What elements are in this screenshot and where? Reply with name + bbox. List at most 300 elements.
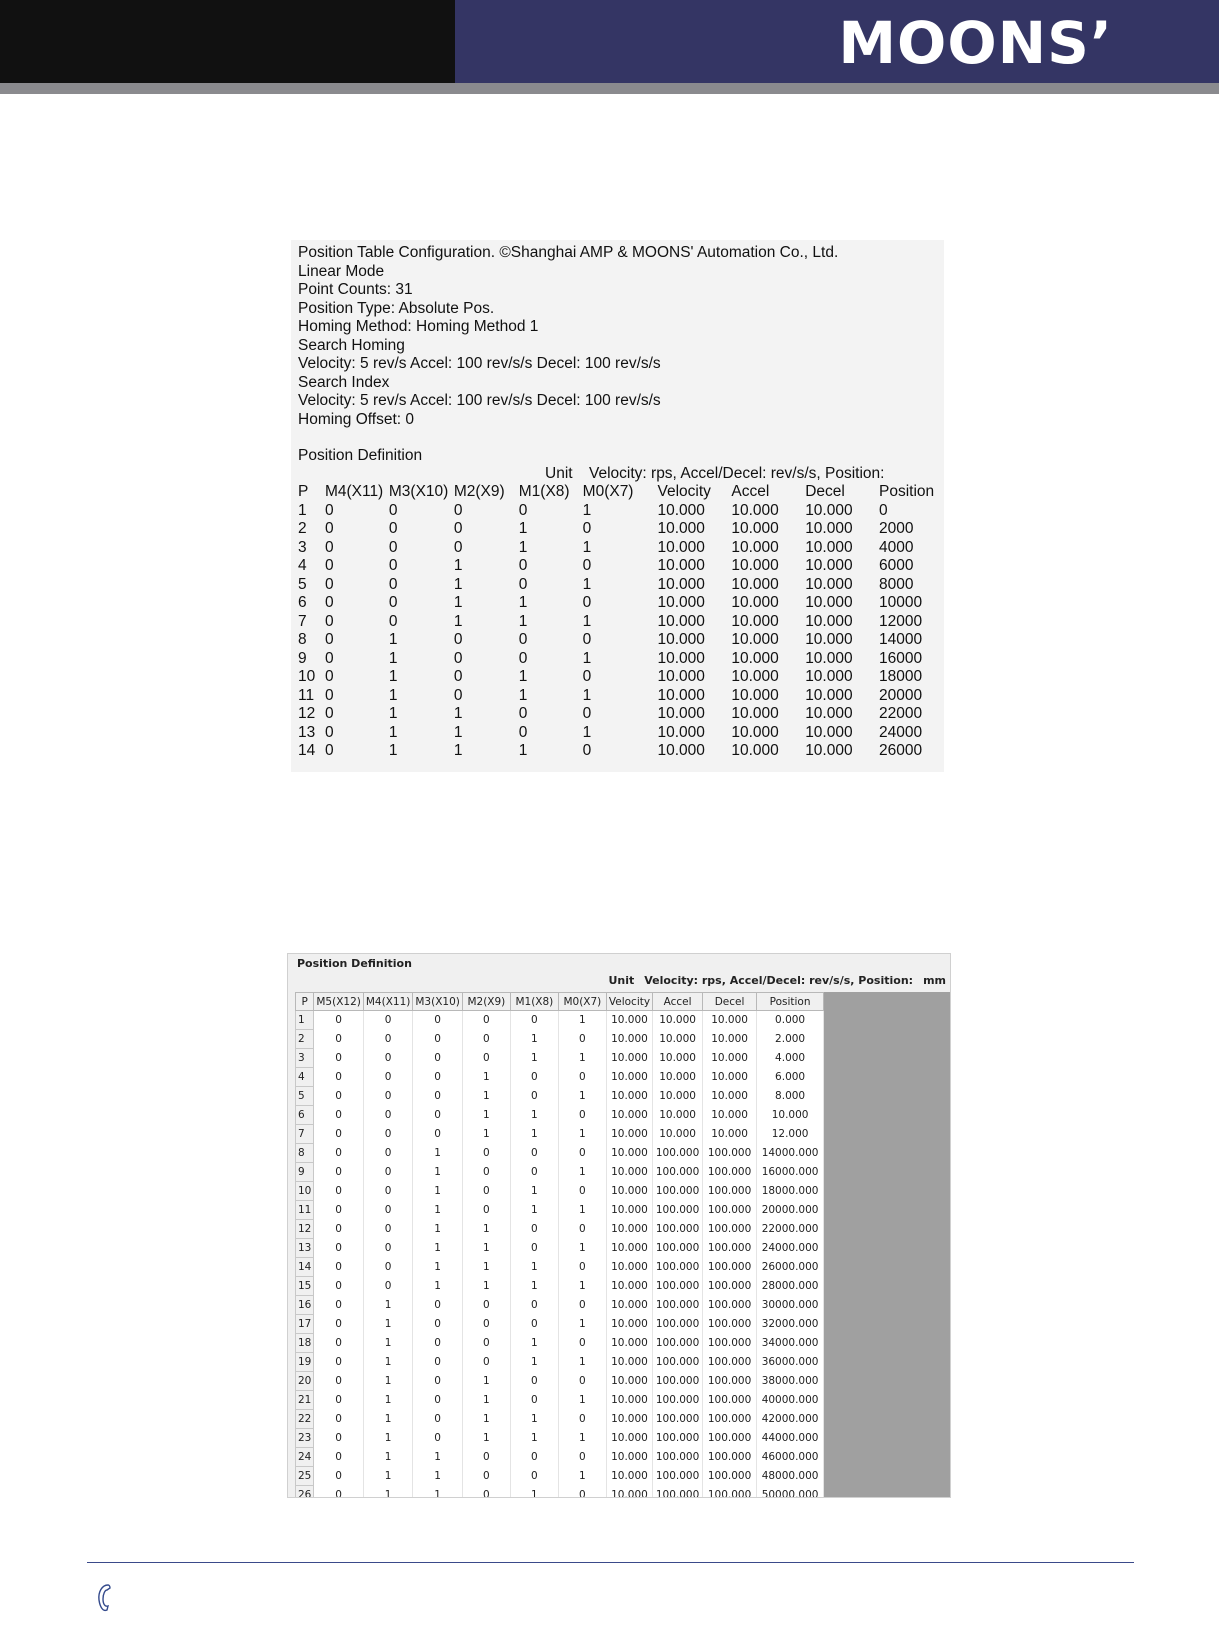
grid-cell[interactable]: 0 [363, 1068, 413, 1087]
grid-row[interactable] [296, 1467, 824, 1486]
grid-cell[interactable]: 100.000 [653, 1296, 703, 1315]
grid-cell[interactable]: 0 [510, 1296, 558, 1315]
grid-cell[interactable]: 24000.000 [757, 1239, 824, 1258]
column-header[interactable]: M2(X9) [462, 993, 510, 1011]
grid-cell[interactable]: 1 [558, 1429, 606, 1448]
grid-row[interactable] [296, 1391, 824, 1410]
grid-cell[interactable]: 1 [413, 1220, 463, 1239]
grid-cell[interactable]: 0 [363, 1163, 413, 1182]
grid-row[interactable] [296, 1068, 824, 1087]
grid-cell[interactable]: 1 [413, 1201, 463, 1220]
grid-cell[interactable]: 10.000 [606, 1011, 652, 1030]
grid-cell[interactable]: 0 [363, 1277, 413, 1296]
grid-cell[interactable]: 0 [413, 1296, 463, 1315]
grid-cell[interactable]: 0 [510, 1315, 558, 1334]
grid-cell[interactable]: 1 [363, 1372, 413, 1391]
grid-cell[interactable]: 1 [510, 1125, 558, 1144]
grid-cell[interactable]: 0 [462, 1163, 510, 1182]
grid-cell[interactable]: 0 [510, 1239, 558, 1258]
grid-cell[interactable]: 0 [462, 1182, 510, 1201]
grid-cell[interactable]: 0 [510, 1467, 558, 1486]
grid-row[interactable] [296, 1220, 824, 1239]
row-number[interactable]: 3 [296, 1049, 314, 1068]
grid-cell[interactable]: 10.000 [606, 1429, 652, 1448]
grid-cell[interactable]: 0 [510, 1448, 558, 1467]
grid-cell[interactable]: 1 [462, 1277, 510, 1296]
row-number[interactable]: 5 [296, 1087, 314, 1106]
grid-cell[interactable]: 0 [314, 1353, 364, 1372]
grid-cell[interactable]: 10.000 [606, 1201, 652, 1220]
grid-cell[interactable]: 1 [462, 1087, 510, 1106]
grid-cell[interactable]: 10.000 [606, 1163, 652, 1182]
grid-cell[interactable]: 100.000 [653, 1334, 703, 1353]
grid-cell[interactable]: 0 [462, 1353, 510, 1372]
grid-cell[interactable]: 100.000 [653, 1410, 703, 1429]
grid-cell[interactable]: 1 [510, 1277, 558, 1296]
grid-cell[interactable]: 10.000 [703, 1106, 757, 1125]
column-header[interactable]: Position [757, 993, 824, 1011]
grid-cell[interactable]: 0 [314, 1296, 364, 1315]
grid-cell[interactable]: 100.000 [703, 1239, 757, 1258]
grid-cell[interactable]: 10.000 [606, 1334, 652, 1353]
grid-cell[interactable]: 100.000 [653, 1201, 703, 1220]
grid-cell[interactable]: 100.000 [703, 1467, 757, 1486]
grid-cell[interactable]: 0 [413, 1049, 463, 1068]
grid-cell[interactable]: 0 [413, 1125, 463, 1144]
grid-cell[interactable]: 38000.000 [757, 1372, 824, 1391]
column-header[interactable]: M1(X8) [510, 993, 558, 1011]
grid-cell[interactable]: 10.000 [606, 1106, 652, 1125]
grid-cell[interactable]: 0 [558, 1106, 606, 1125]
grid-cell[interactable]: 0 [363, 1239, 413, 1258]
grid-cell[interactable]: 10.000 [606, 1467, 652, 1486]
grid-cell[interactable]: 0 [462, 1030, 510, 1049]
grid-cell[interactable]: 100.000 [703, 1182, 757, 1201]
grid-cell[interactable]: 8.000 [757, 1087, 824, 1106]
row-number[interactable]: 9 [296, 1163, 314, 1182]
grid-cell[interactable]: 1 [363, 1410, 413, 1429]
grid-cell[interactable]: 22000.000 [757, 1220, 824, 1239]
grid-cell[interactable]: 0 [413, 1429, 463, 1448]
grid-cell[interactable]: 6.000 [757, 1068, 824, 1087]
grid-cell[interactable]: 10.000 [653, 1106, 703, 1125]
grid-cell[interactable]: 0 [558, 1068, 606, 1087]
grid-cell[interactable]: 46000.000 [757, 1448, 824, 1467]
grid-cell[interactable]: 1 [363, 1429, 413, 1448]
grid-cell[interactable]: 10.000 [606, 1486, 652, 1499]
grid-cell[interactable]: 0 [413, 1315, 463, 1334]
grid-row[interactable] [296, 1315, 824, 1334]
grid-cell[interactable]: 10.000 [703, 1125, 757, 1144]
grid-cell[interactable]: 10.000 [606, 1277, 652, 1296]
grid-cell[interactable]: 1 [462, 1391, 510, 1410]
grid-cell[interactable]: 1 [413, 1163, 463, 1182]
grid-cell[interactable]: 1 [510, 1353, 558, 1372]
grid-cell[interactable]: 1 [413, 1144, 463, 1163]
grid-cell[interactable]: 1 [558, 1277, 606, 1296]
grid-cell[interactable]: 14000.000 [757, 1144, 824, 1163]
grid-cell[interactable]: 0 [413, 1106, 463, 1125]
grid-cell[interactable]: 100.000 [653, 1315, 703, 1334]
grid-cell[interactable]: 1 [462, 1220, 510, 1239]
grid-cell[interactable]: 100.000 [703, 1277, 757, 1296]
grid-cell[interactable]: 0 [363, 1182, 413, 1201]
row-number[interactable]: 8 [296, 1144, 314, 1163]
grid-cell[interactable]: 0 [462, 1315, 510, 1334]
grid-cell[interactable]: 0 [314, 1334, 364, 1353]
grid-cell[interactable]: 0 [314, 1467, 364, 1486]
grid-cell[interactable]: 1 [413, 1467, 463, 1486]
grid-cell[interactable]: 1 [413, 1239, 463, 1258]
grid-cell[interactable]: 0 [462, 1486, 510, 1499]
grid-row[interactable] [296, 1258, 824, 1277]
grid-cell[interactable]: 10.000 [606, 1220, 652, 1239]
grid-cell[interactable]: 100.000 [703, 1410, 757, 1429]
grid-cell[interactable]: 0 [314, 1030, 364, 1049]
grid-cell[interactable]: 1 [462, 1239, 510, 1258]
grid-cell[interactable]: 0 [413, 1011, 463, 1030]
grid-cell[interactable]: 0 [363, 1144, 413, 1163]
grid-cell[interactable]: 0 [413, 1372, 463, 1391]
grid-cell[interactable]: 0 [363, 1258, 413, 1277]
grid-cell[interactable]: 0 [314, 1448, 364, 1467]
grid-cell[interactable]: 1 [462, 1068, 510, 1087]
grid-cell[interactable]: 0 [363, 1030, 413, 1049]
grid-cell[interactable]: 0 [413, 1410, 463, 1429]
grid-cell[interactable]: 1 [462, 1372, 510, 1391]
grid-cell[interactable]: 1 [462, 1106, 510, 1125]
column-header[interactable]: M4(X11) [363, 993, 413, 1011]
grid-cell[interactable]: 1 [462, 1258, 510, 1277]
grid-cell[interactable]: 10.000 [703, 1049, 757, 1068]
grid-cell[interactable]: 0 [314, 1486, 364, 1499]
grid-cell[interactable]: 100.000 [653, 1239, 703, 1258]
grid-row[interactable] [296, 1334, 824, 1353]
grid-cell[interactable]: 10.000 [606, 1144, 652, 1163]
grid-cell[interactable]: 1 [558, 1163, 606, 1182]
grid-cell[interactable]: 10.000 [757, 1106, 824, 1125]
grid-cell[interactable]: 0 [314, 1258, 364, 1277]
grid-cell[interactable]: 0 [314, 1049, 364, 1068]
grid-cell[interactable]: 100.000 [653, 1448, 703, 1467]
grid-cell[interactable]: 16000.000 [757, 1163, 824, 1182]
grid-cell[interactable]: 4.000 [757, 1049, 824, 1068]
grid-cell[interactable]: 0 [363, 1011, 413, 1030]
grid-cell[interactable]: 10.000 [653, 1011, 703, 1030]
grid-cell[interactable]: 0 [462, 1011, 510, 1030]
grid-cell[interactable]: 1 [510, 1410, 558, 1429]
grid-cell[interactable]: 0 [314, 1239, 364, 1258]
grid-cell[interactable]: 10.000 [606, 1296, 652, 1315]
grid-cell[interactable]: 1 [413, 1448, 463, 1467]
row-number[interactable]: 18 [296, 1334, 314, 1353]
grid-cell[interactable]: 10.000 [606, 1239, 652, 1258]
grid-cell[interactable]: 100.000 [703, 1429, 757, 1448]
row-number[interactable]: 20 [296, 1372, 314, 1391]
grid-cell[interactable]: 10.000 [703, 1068, 757, 1087]
grid-cell[interactable]: 100.000 [703, 1163, 757, 1182]
grid-cell[interactable]: 50000.000 [757, 1486, 824, 1499]
grid-cell[interactable]: 0 [314, 1220, 364, 1239]
grid-row[interactable] [296, 1049, 824, 1068]
grid-cell[interactable]: 10.000 [703, 1030, 757, 1049]
grid-cell[interactable]: 0 [558, 1258, 606, 1277]
grid-row[interactable] [296, 1353, 824, 1372]
grid-cell[interactable]: 0 [558, 1448, 606, 1467]
column-header[interactable]: Accel [653, 993, 703, 1011]
row-number[interactable]: 11 [296, 1201, 314, 1220]
grid-cell[interactable]: 100.000 [703, 1144, 757, 1163]
grid-cell[interactable]: 0 [314, 1391, 364, 1410]
grid-cell[interactable]: 1 [363, 1334, 413, 1353]
grid-cell[interactable]: 10.000 [606, 1125, 652, 1144]
grid-cell[interactable]: 44000.000 [757, 1429, 824, 1448]
grid-cell[interactable]: 1 [462, 1410, 510, 1429]
row-number[interactable]: 4 [296, 1068, 314, 1087]
grid-cell[interactable]: 10.000 [653, 1049, 703, 1068]
grid-cell[interactable]: 100.000 [653, 1144, 703, 1163]
grid-cell[interactable]: 100.000 [703, 1372, 757, 1391]
grid-cell[interactable]: 1 [363, 1315, 413, 1334]
grid-row[interactable] [296, 1448, 824, 1467]
grid-cell[interactable]: 100.000 [703, 1353, 757, 1372]
grid-cell[interactable]: 0 [314, 1106, 364, 1125]
grid-cell[interactable]: 0 [510, 1163, 558, 1182]
grid-row[interactable] [296, 1296, 824, 1315]
grid-cell[interactable]: 100.000 [653, 1258, 703, 1277]
row-number[interactable]: 6 [296, 1106, 314, 1125]
grid-cell[interactable]: 0 [510, 1144, 558, 1163]
row-number[interactable]: 25 [296, 1467, 314, 1486]
grid-cell[interactable]: 1 [363, 1467, 413, 1486]
grid-cell[interactable]: 1 [462, 1429, 510, 1448]
grid-cell[interactable]: 100.000 [653, 1353, 703, 1372]
grid-cell[interactable]: 100.000 [653, 1467, 703, 1486]
grid-cell[interactable]: 0 [314, 1068, 364, 1087]
grid-cell[interactable]: 10.000 [606, 1068, 652, 1087]
grid-cell[interactable]: 1 [558, 1353, 606, 1372]
grid-cell[interactable]: 0 [314, 1201, 364, 1220]
grid-cell[interactable]: 1 [363, 1486, 413, 1499]
grid-cell[interactable]: 100.000 [703, 1315, 757, 1334]
column-header[interactable]: P [296, 993, 314, 1011]
grid-cell[interactable]: 0 [363, 1049, 413, 1068]
grid-cell[interactable]: 1 [363, 1448, 413, 1467]
grid-cell[interactable]: 0 [558, 1410, 606, 1429]
row-number[interactable]: 2 [296, 1030, 314, 1049]
column-header[interactable]: M5(X12) [314, 993, 364, 1011]
grid-row[interactable] [296, 1163, 824, 1182]
grid-cell[interactable]: 0.000 [757, 1011, 824, 1030]
grid-cell[interactable]: 0 [314, 1125, 364, 1144]
grid-cell[interactable]: 0 [558, 1030, 606, 1049]
grid-cell[interactable]: 0 [558, 1220, 606, 1239]
grid-cell[interactable]: 0 [413, 1030, 463, 1049]
grid-cell[interactable]: 100.000 [653, 1429, 703, 1448]
grid-cell[interactable]: 10.000 [653, 1087, 703, 1106]
grid-cell[interactable]: 10.000 [606, 1182, 652, 1201]
grid-cell[interactable]: 10.000 [606, 1030, 652, 1049]
grid-row[interactable] [296, 1144, 824, 1163]
grid-row[interactable] [296, 1277, 824, 1296]
grid-cell[interactable]: 100.000 [653, 1182, 703, 1201]
grid-cell[interactable]: 0 [462, 1467, 510, 1486]
grid-cell[interactable]: 0 [558, 1296, 606, 1315]
grid-cell[interactable]: 10.000 [606, 1391, 652, 1410]
grid-cell[interactable]: 1 [510, 1258, 558, 1277]
grid-cell[interactable]: 10.000 [606, 1087, 652, 1106]
grid-cell[interactable]: 10.000 [606, 1258, 652, 1277]
grid-cell[interactable]: 1 [363, 1296, 413, 1315]
grid-cell[interactable]: 1 [413, 1486, 463, 1499]
grid-cell[interactable]: 100.000 [703, 1201, 757, 1220]
grid-cell[interactable]: 20000.000 [757, 1201, 824, 1220]
grid-cell[interactable]: 0 [363, 1125, 413, 1144]
grid-cell[interactable]: 26000.000 [757, 1258, 824, 1277]
grid-cell[interactable]: 0 [363, 1201, 413, 1220]
grid-cell[interactable]: 0 [413, 1087, 463, 1106]
grid-cell[interactable]: 1 [558, 1467, 606, 1486]
grid-cell[interactable]: 0 [363, 1106, 413, 1125]
grid-cell[interactable]: 0 [462, 1144, 510, 1163]
column-header[interactable]: Decel [703, 993, 757, 1011]
grid-row[interactable] [296, 1011, 824, 1030]
grid-cell[interactable]: 34000.000 [757, 1334, 824, 1353]
grid-cell[interactable]: 1 [413, 1182, 463, 1201]
grid-cell[interactable]: 1 [510, 1030, 558, 1049]
grid-row[interactable] [296, 1239, 824, 1258]
column-header[interactable]: M0(X7) [558, 993, 606, 1011]
grid-cell[interactable]: 1 [510, 1049, 558, 1068]
grid-cell[interactable]: 0 [314, 1277, 364, 1296]
grid-cell[interactable]: 12.000 [757, 1125, 824, 1144]
column-header[interactable]: Velocity [606, 993, 652, 1011]
grid-cell[interactable]: 1 [510, 1429, 558, 1448]
grid-cell[interactable]: 0 [558, 1334, 606, 1353]
grid-cell[interactable]: 1 [413, 1258, 463, 1277]
grid-cell[interactable]: 1 [363, 1391, 413, 1410]
grid-cell[interactable]: 100.000 [703, 1296, 757, 1315]
grid-cell[interactable]: 10.000 [606, 1315, 652, 1334]
grid-cell[interactable]: 0 [462, 1201, 510, 1220]
grid-cell[interactable]: 0 [413, 1334, 463, 1353]
grid-cell[interactable]: 0 [510, 1068, 558, 1087]
grid-cell[interactable]: 0 [413, 1353, 463, 1372]
row-number[interactable]: 23 [296, 1429, 314, 1448]
row-number[interactable]: 15 [296, 1277, 314, 1296]
row-number[interactable]: 1 [296, 1011, 314, 1030]
grid-row[interactable] [296, 1429, 824, 1448]
grid-cell[interactable]: 0 [314, 1315, 364, 1334]
grid-cell[interactable]: 1 [462, 1125, 510, 1144]
grid-cell[interactable]: 0 [314, 1011, 364, 1030]
grid-cell[interactable]: 0 [510, 1391, 558, 1410]
row-number[interactable]: 19 [296, 1353, 314, 1372]
grid-cell[interactable]: 1 [558, 1391, 606, 1410]
grid-cell[interactable]: 0 [510, 1087, 558, 1106]
grid-cell[interactable]: 10.000 [653, 1068, 703, 1087]
grid-cell[interactable]: 0 [363, 1087, 413, 1106]
grid-cell[interactable]: 40000.000 [757, 1391, 824, 1410]
row-number[interactable]: 16 [296, 1296, 314, 1315]
grid-row[interactable] [296, 1182, 824, 1201]
grid-row[interactable] [296, 1201, 824, 1220]
grid-row[interactable] [296, 1372, 824, 1391]
grid-cell[interactable]: 100.000 [653, 1372, 703, 1391]
grid-cell[interactable]: 0 [314, 1163, 364, 1182]
grid-row[interactable] [296, 1410, 824, 1429]
grid-cell[interactable]: 1 [510, 1486, 558, 1499]
grid-row[interactable] [296, 1030, 824, 1049]
grid-cell[interactable]: 0 [558, 1372, 606, 1391]
grid-cell[interactable]: 0 [314, 1144, 364, 1163]
grid-cell[interactable]: 1 [413, 1277, 463, 1296]
grid-cell[interactable]: 0 [510, 1011, 558, 1030]
grid-cell[interactable]: 10.000 [606, 1372, 652, 1391]
grid-cell[interactable]: 30000.000 [757, 1296, 824, 1315]
grid-row[interactable] [296, 1125, 824, 1144]
grid-cell[interactable]: 1 [558, 1201, 606, 1220]
grid-cell[interactable]: 10.000 [606, 1049, 652, 1068]
grid-cell[interactable]: 18000.000 [757, 1182, 824, 1201]
grid-cell[interactable]: 48000.000 [757, 1467, 824, 1486]
grid-cell[interactable]: 28000.000 [757, 1277, 824, 1296]
grid-cell[interactable]: 10.000 [606, 1448, 652, 1467]
row-number[interactable]: 13 [296, 1239, 314, 1258]
grid-cell[interactable]: 10.000 [653, 1030, 703, 1049]
grid-cell[interactable]: 100.000 [703, 1334, 757, 1353]
row-number[interactable]: 21 [296, 1391, 314, 1410]
grid-cell[interactable]: 100.000 [703, 1220, 757, 1239]
grid-cell[interactable]: 0 [413, 1391, 463, 1410]
grid-cell[interactable]: 100.000 [653, 1277, 703, 1296]
grid-cell[interactable]: 1 [510, 1182, 558, 1201]
grid-cell[interactable]: 0 [314, 1087, 364, 1106]
grid-cell[interactable]: 0 [558, 1144, 606, 1163]
grid-cell[interactable]: 0 [558, 1182, 606, 1201]
grid-cell[interactable]: 42000.000 [757, 1410, 824, 1429]
grid-cell[interactable]: 1 [558, 1087, 606, 1106]
grid-cell[interactable]: 100.000 [703, 1391, 757, 1410]
row-number[interactable]: 22 [296, 1410, 314, 1429]
grid-cell[interactable]: 100.000 [653, 1391, 703, 1410]
grid-cell[interactable]: 100.000 [703, 1448, 757, 1467]
grid-cell[interactable]: 10.000 [606, 1353, 652, 1372]
grid-cell[interactable]: 1 [510, 1201, 558, 1220]
grid-cell[interactable]: 0 [314, 1372, 364, 1391]
grid-cell[interactable]: 10.000 [703, 1087, 757, 1106]
grid-cell[interactable]: 1 [510, 1106, 558, 1125]
grid-cell[interactable]: 10.000 [606, 1410, 652, 1429]
grid-cell[interactable]: 0 [462, 1448, 510, 1467]
grid-cell[interactable]: 100.000 [703, 1486, 757, 1499]
grid-cell[interactable]: 0 [510, 1220, 558, 1239]
row-number[interactable]: 26 [296, 1486, 314, 1499]
grid-cell[interactable]: 10.000 [653, 1125, 703, 1144]
grid-cell[interactable]: 1 [558, 1239, 606, 1258]
column-header[interactable]: M3(X10) [413, 993, 463, 1011]
grid-cell[interactable]: 100.000 [653, 1486, 703, 1499]
grid-cell[interactable]: 0 [462, 1049, 510, 1068]
grid-cell[interactable]: 0 [462, 1334, 510, 1353]
grid-cell[interactable]: 36000.000 [757, 1353, 824, 1372]
grid-cell[interactable]: 0 [314, 1182, 364, 1201]
grid-cell[interactable]: 0 [558, 1486, 606, 1499]
grid-cell[interactable]: 0 [462, 1296, 510, 1315]
grid-row[interactable] [296, 1486, 824, 1499]
grid-cell[interactable]: 1 [510, 1334, 558, 1353]
row-number[interactable]: 24 [296, 1448, 314, 1467]
